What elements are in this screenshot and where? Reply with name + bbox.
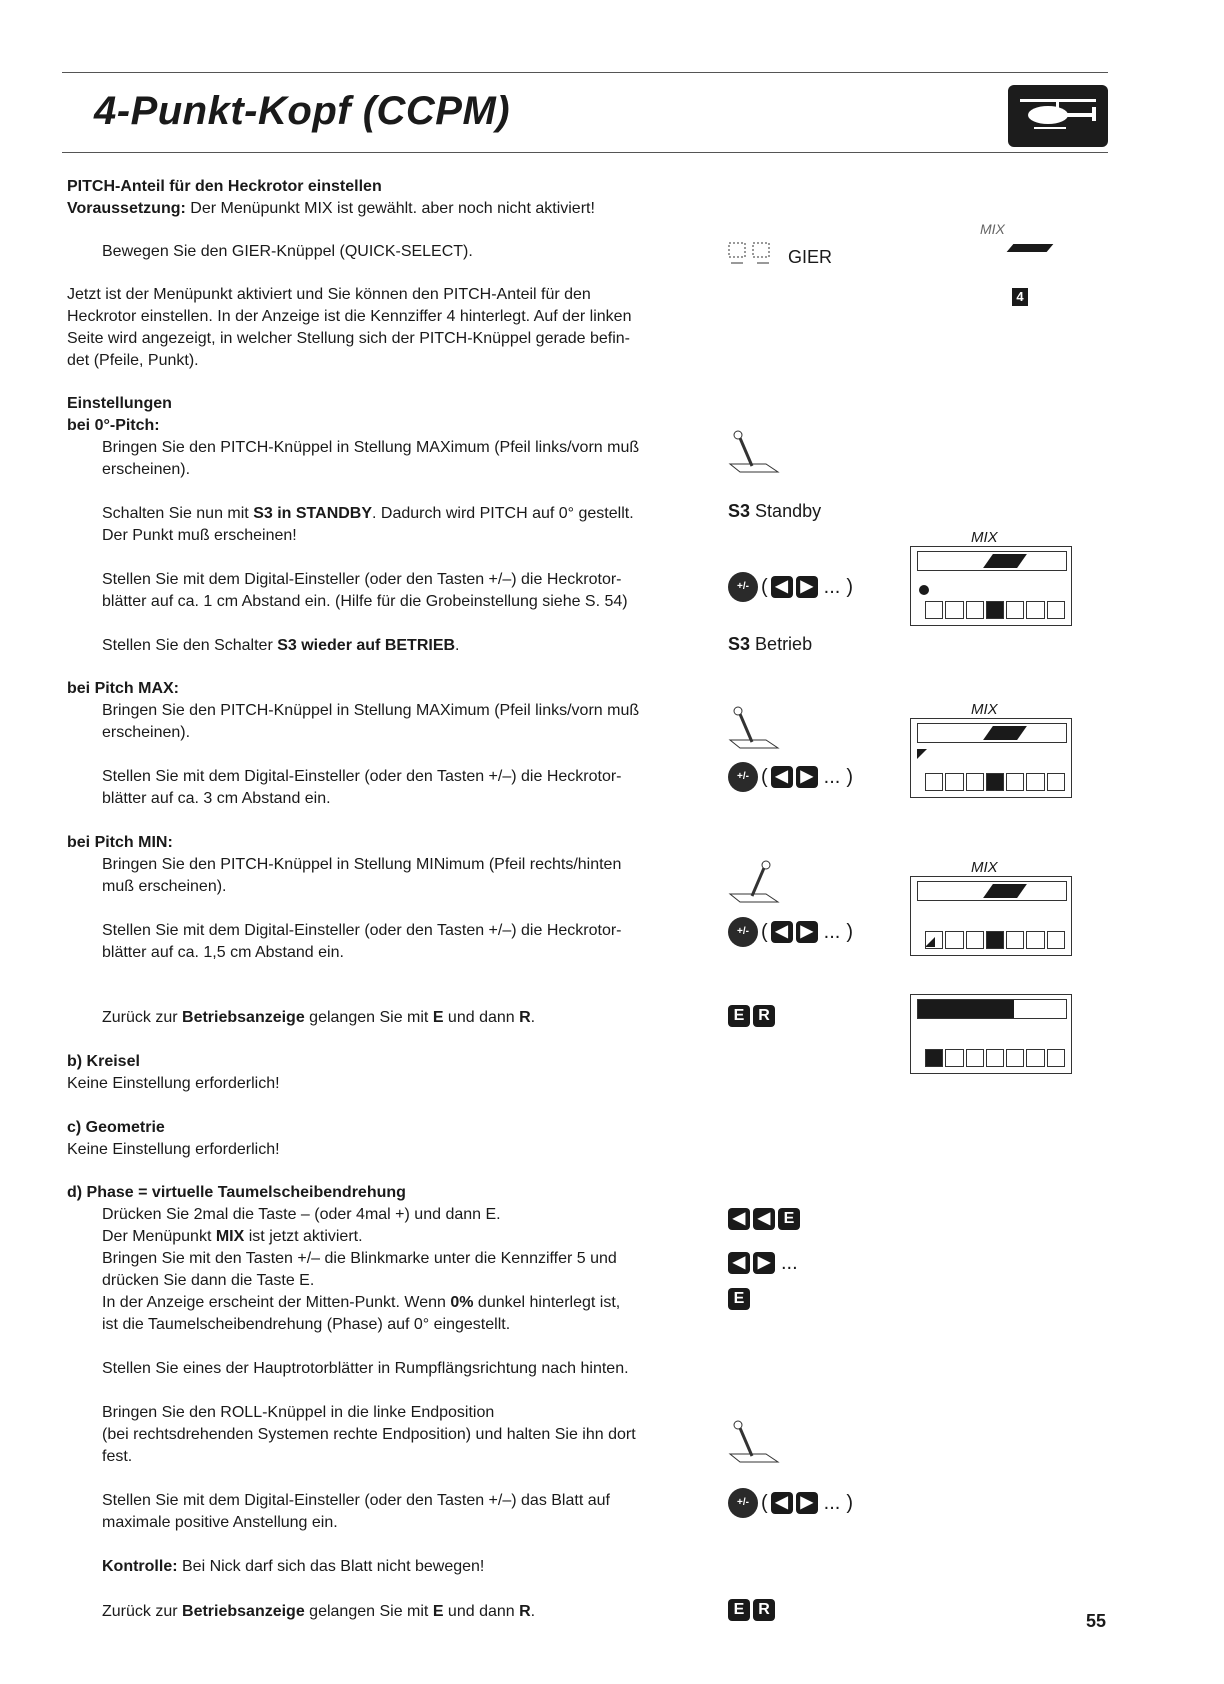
min-b-2: blätter auf ca. 1,5 cm Abstand ein. xyxy=(102,944,344,961)
zero-c-2: blätter auf ca. 1 cm Abstand ein. (Hilfe für die Grobeinstellung siehe S. 54) xyxy=(102,593,628,610)
display-bar xyxy=(917,551,1067,571)
zero-pitch-heading: bei 0°-Pitch: xyxy=(67,417,160,434)
min-pitch-heading: bei Pitch MIN: xyxy=(67,834,173,851)
plus-key-icon: ▶ xyxy=(796,576,818,598)
minus-key-icon: ◀ xyxy=(728,1208,750,1230)
stick-min-icon xyxy=(726,860,782,913)
minus-key-icon: ◀ xyxy=(728,1252,750,1274)
display-cells xyxy=(925,773,1065,791)
digital-dial-icon: +/- xyxy=(728,1488,758,1518)
plus-key-icon: ▶ xyxy=(796,921,818,943)
phase-l8-2: (bei rechtsdrehenden Systemen rechte Endposition) und halten Sie ihn dort xyxy=(102,1426,636,1443)
settings-heading: Einstellungen xyxy=(67,395,172,412)
dial-keys-3: +/- ( ◀ ▶ ... ) xyxy=(728,917,856,947)
e-key-icon: E xyxy=(728,1005,750,1027)
max-b-1: Stellen Sie mit dem Digital-Einsteller (oder den Tasten +/–) die Heckrotor- xyxy=(102,768,622,785)
phase-l4: drücken Sie dann die Taste E. xyxy=(102,1272,315,1289)
display-operating xyxy=(910,994,1072,1074)
phase-l2: Der Menüpunkt MIX ist jetzt aktiviert. xyxy=(102,1228,363,1245)
s3-standby-switch: S3 xyxy=(728,501,751,521)
phase-keys-3 xyxy=(728,1288,753,1310)
zero-b-bold: S3 in STANDBY xyxy=(253,505,373,522)
gier-label: GIER xyxy=(788,247,833,267)
zero-b-post: . Dadurch wird PITCH auf 0° gestellt. xyxy=(372,505,634,522)
page-number: 55 xyxy=(1086,1611,1107,1631)
prereq-label: Voraussetzung: xyxy=(67,200,186,217)
dial-keys-1: +/- ( ◀ ▶ ... ) xyxy=(728,572,856,602)
phase-l9-2: maximale positive Anstellung ein. xyxy=(102,1514,338,1531)
s3-betrieb-state: Betrieb xyxy=(755,634,813,654)
phase-l5: In der Anzeige erscheint der Mitten-Punkt. Wenn 0% dunkel hinterlegt ist, xyxy=(102,1294,621,1311)
stick-max-icon xyxy=(726,706,782,759)
prereq-text: Der Menüpunkt MIX ist gewählt. aber noch nicht aktiviert! xyxy=(190,200,595,217)
helicopter-icon xyxy=(1008,85,1108,147)
plus-key-icon: ▶ xyxy=(796,1492,818,1514)
phase-l1: Drücken Sie 2mal die Taste – (oder 4mal +) und dann E. xyxy=(102,1206,501,1223)
stick-roll-icon xyxy=(726,1420,782,1473)
er-keys-2 xyxy=(728,1599,778,1621)
phase-l8-3: fest. xyxy=(102,1448,133,1465)
header-rule-top xyxy=(62,72,1108,73)
zero-b-pre: Schalten Sie nun mit xyxy=(102,505,254,522)
e-key-icon: E xyxy=(728,1288,750,1310)
zero-d-post: . xyxy=(455,637,460,654)
max-a-2: erscheinen). xyxy=(102,724,191,741)
back-line-1: Zurück zur Betriebsanzeige gelangen Sie mit E und dann R. xyxy=(102,1009,536,1026)
dial-keys-2: +/- ( ◀ ▶ ... ) xyxy=(728,762,856,792)
intro-desc-1: Jetzt ist der Menüpunkt aktiviert und Sie können den PITCH-Anteil für den xyxy=(67,286,591,303)
dial-keys-4: +/- ( ◀ ▶ ... ) xyxy=(728,1488,856,1518)
minus-key-icon: ◀ xyxy=(771,766,793,788)
r-key-icon: R xyxy=(753,1005,775,1027)
min-a-1: Bringen Sie den PITCH-Knüppel in Stellung MINimum (Pfeil rechts/hinten xyxy=(102,856,622,873)
zero-a-1: Bringen Sie den PITCH-Knüppel in Stellung MAXimum (Pfeil links/vorn muß xyxy=(102,439,640,456)
digital-dial-icon: +/- xyxy=(728,917,758,947)
phase-l7: Stellen Sie eines der Hauptrotorblätter in Rumpflängsrichtung nach hinten. xyxy=(102,1360,629,1377)
phase-l9-1: Stellen Sie mit dem Digital-Einsteller (oder den Tasten +/–) das Blatt auf xyxy=(102,1492,610,1509)
kreisel-heading: b) Kreisel xyxy=(67,1053,140,1070)
display-bar xyxy=(917,723,1067,743)
min-a-2: muß erscheinen). xyxy=(102,878,227,895)
plus-key-icon: ▶ xyxy=(753,1252,775,1274)
display-dim xyxy=(920,218,1080,318)
display-digit: 4 xyxy=(1012,288,1028,306)
display-cells xyxy=(925,601,1065,619)
zero-d xyxy=(102,635,460,657)
digital-dial-icon: +/- xyxy=(728,572,758,602)
display-bar xyxy=(917,999,1067,1019)
display-bar-fill xyxy=(1007,244,1054,252)
section-heading: PITCH-Anteil für den Heckrotor einstellen xyxy=(67,178,382,195)
s3-betrieb-label xyxy=(728,633,812,655)
e-key-icon: E xyxy=(778,1208,800,1230)
display-arrow-max xyxy=(917,749,927,759)
prerequisite xyxy=(67,198,595,220)
display-mix-label: MIX xyxy=(971,529,998,546)
geometrie-heading: c) Geometrie xyxy=(67,1119,165,1136)
phase-l8-1: Bringen Sie den ROLL-Knüppel in die linke Endposition xyxy=(102,1404,495,1421)
zero-d-bold: S3 wieder auf BETRIEB xyxy=(277,637,456,654)
page-title: 4-Punkt-Kopf (CCPM) xyxy=(94,89,511,133)
intro-desc-4: det (Pfeile, Punkt). xyxy=(67,352,199,369)
max-pitch-heading: bei Pitch MAX: xyxy=(67,680,180,697)
minus-key-icon: ◀ xyxy=(753,1208,775,1230)
geometrie-text: Keine Einstellung erforderlich! xyxy=(67,1141,280,1158)
max-b-2: blätter auf ca. 3 cm Abstand ein. xyxy=(102,790,331,807)
intro-desc-3: Seite wird angezeigt, in welcher Stellung sich der PITCH-Knüppel gerade befin- xyxy=(67,330,630,347)
phase-keys-2: ◀ ▶ ... xyxy=(728,1252,801,1274)
step-gier: Bewegen Sie den GIER-Knüppel (QUICK-SELECT). xyxy=(102,243,473,260)
display-dot xyxy=(919,585,929,595)
minus-key-icon: ◀ xyxy=(771,1492,793,1514)
phase-l3: Bringen Sie mit den Tasten +/– die Blinkmarke unter die Kennziffer 5 und xyxy=(102,1250,617,1267)
minus-key-icon: ◀ xyxy=(771,576,793,598)
min-b-1: Stellen Sie mit dem Digital-Einsteller (oder den Tasten +/–) die Heckrotor- xyxy=(102,922,622,939)
s3-standby-label xyxy=(728,500,821,522)
zero-c-1: Stellen Sie mit dem Digital-Einsteller (oder den Tasten +/–) die Heckrotor- xyxy=(102,571,622,588)
back-line-2: Zurück zur Betriebsanzeige gelangen Sie mit E und dann R. xyxy=(102,1603,536,1620)
zero-a-2: erscheinen). xyxy=(102,461,191,478)
plus-key-icon: ▶ xyxy=(796,766,818,788)
intro-desc-2: Heckrotor einstellen. In der Anzeige ist die Kennziffer 4 hinterlegt. Auf der linken xyxy=(67,308,632,325)
stick-max-icon xyxy=(726,430,782,483)
gier-stick-icon xyxy=(728,241,774,278)
display-bar xyxy=(917,881,1067,901)
minus-key-icon: ◀ xyxy=(771,921,793,943)
display-max xyxy=(910,701,1072,798)
phase-keys-1 xyxy=(728,1208,803,1230)
zero-b-2: Der Punkt muß erscheinen! xyxy=(102,527,297,544)
header-rule-bottom xyxy=(62,152,1108,153)
max-a-1: Bringen Sie den PITCH-Knüppel in Stellung MAXimum (Pfeil links/vorn muß xyxy=(102,702,640,719)
s3-betrieb-switch: S3 xyxy=(728,634,751,654)
zero-d-pre: Stellen Sie den Schalter xyxy=(102,637,278,654)
e-key-icon: E xyxy=(728,1599,750,1621)
s3-standby-state: Standby xyxy=(755,501,822,521)
zero-b-1 xyxy=(102,503,634,525)
display-min xyxy=(910,859,1072,956)
phase-l6: ist die Taumelscheibendrehung (Phase) auf 0° eingestellt. xyxy=(102,1316,511,1333)
kreisel-text: Keine Einstellung erforderlich! xyxy=(67,1075,280,1092)
digital-dial-icon: +/- xyxy=(728,762,758,792)
display-mix-label: MIX xyxy=(980,221,1005,237)
display-mix-label: MIX xyxy=(971,701,998,718)
display-cells xyxy=(925,1049,1065,1067)
display-zero xyxy=(910,529,1072,626)
phase-check: Kontrolle: Bei Nick darf sich das Blatt nicht bewegen! xyxy=(102,1558,485,1575)
phase-heading: d) Phase = virtuelle Taumelscheibendrehung xyxy=(67,1184,406,1201)
er-keys-1 xyxy=(728,1005,778,1027)
display-cells xyxy=(925,931,1065,949)
r-key-icon: R xyxy=(753,1599,775,1621)
display-mix-label: MIX xyxy=(971,859,998,876)
